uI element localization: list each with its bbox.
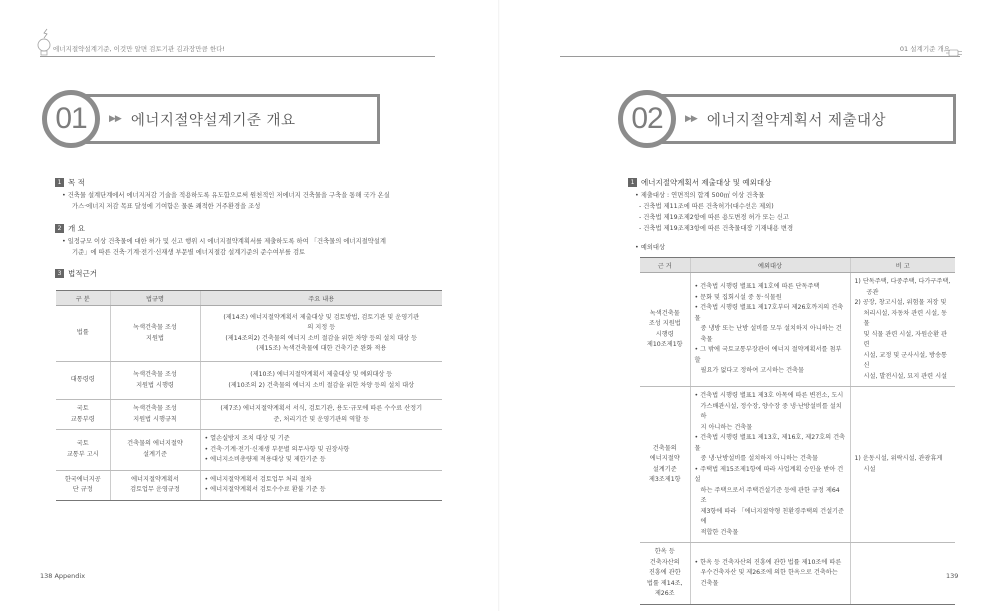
text-line: - 건축법 제19조제3항에 따른 건축물대장 기재내용 변경 <box>639 225 794 232</box>
cell-line: (제10조) 에너지절약계획서 제출대상 및 예외대상 등 <box>250 371 393 378</box>
section-title: 에너지절약계획서 제출대상 및 예외대상 <box>641 178 772 187</box>
table-cell <box>200 362 442 400</box>
text-line: 기준」에 따른 건축·기계·전기·신재생 부문별 에너지절감 설계기준의 준수여부를 검토 <box>72 249 306 256</box>
table-cell <box>200 306 442 362</box>
chapter-title-box <box>662 94 956 144</box>
double-arrow-icon: ▶▶ <box>109 114 121 124</box>
table-header-row <box>56 291 442 306</box>
cell-line: • 그 밖에 국토교통부장관이 에너지 절약계획서를 첨부할 <box>695 345 846 366</box>
table-cell <box>200 470 442 500</box>
cell-line: 처리시설, 자동차 관련 시설, 동물 <box>863 309 948 327</box>
cell-line: 지 아니하는 건축물 <box>700 423 753 431</box>
cell-line: 중 냉방 또는 난방 설비를 모두 설치하지 아니하는 건축물 <box>700 325 842 343</box>
chapter-number-badge <box>42 90 100 148</box>
section-title: 개 요 <box>68 224 85 233</box>
column-header: 법규명 <box>110 291 200 306</box>
chapter-number-badge <box>618 90 676 148</box>
text-line: • 건축물 설계단계에서 에너지저감 기술을 적용하도록 유도함으로써 원천적인 저에너지 건축물을 구축을 통해 국가 온실 <box>62 192 390 199</box>
cell-line: • 건축법 시행령 별표1 제17호부터 제26호까지의 건축물 <box>695 303 846 324</box>
cell-line: 시설, 교정 및 군사시설, 방송통신 <box>863 351 948 369</box>
table-row <box>56 306 442 362</box>
page-number-left: 138 Appendix <box>40 572 86 580</box>
overview-text <box>62 236 462 258</box>
plug-icon <box>946 47 964 59</box>
cell-line: (제7조) 에너지절약계획서 서식, 검토기관, 용도·규모에 따른 수수료 산정기 <box>220 405 423 412</box>
cell-line: (제14조의2) 건축물의 에너지 소비 절감을 위한 차양 등의 설치 대상 등 <box>225 334 418 342</box>
chapter-title: 에너지절약설계기준 개요 <box>130 112 296 129</box>
section-title: 목 적 <box>68 178 85 187</box>
cell-line: 가스배관시설, 정수장, 양수장 중 냉·난방설비를 설치하 <box>700 402 842 420</box>
table-cell <box>690 387 850 543</box>
table-cell <box>850 387 955 543</box>
text-line: • 제출대상 : 연면적의 합계 500㎡ 이상 건축물 <box>635 192 765 199</box>
table-cell <box>690 273 850 387</box>
section-title: 법적근거 <box>68 269 97 278</box>
submission-text <box>635 190 975 253</box>
lightbulb-icon <box>36 28 54 58</box>
cell-line: 하는 주택으로서 주택건설기준 등에 관한 규정 제64조 <box>700 486 840 504</box>
cell-line: 1) 운동시설, 위락시설, 관광휴게 <box>854 455 943 462</box>
cell-line: 공관 <box>866 288 879 296</box>
cell-line: (제15조) 녹색건축물에 대한 건축기준 완화 적용 <box>256 345 387 352</box>
double-arrow-icon: ▶▶ <box>685 114 697 124</box>
table-cell: 녹색건축물 조성 지원법 시행규칙 <box>110 400 200 430</box>
table-header-row <box>640 258 955 273</box>
section-heading-overview <box>55 223 85 234</box>
cell-line: • 건축법 시행령 별표1 제13호, 제16호, 제27호의 건축물 <box>695 433 846 454</box>
cell-line: • 열손실방지 조치 대상 및 기준 <box>204 435 290 442</box>
table-cell <box>200 400 442 430</box>
table-cell: 대통령령 <box>56 362 110 400</box>
chapter-title: 에너지절약계획서 제출대상 <box>706 112 887 129</box>
table-cell: 한국에너지공 단 규정 <box>56 470 110 500</box>
table-cell: 녹색건축물 조성 지원법 시행령 <box>110 362 200 400</box>
cell-line: 의 지정 등 <box>307 324 336 331</box>
table-row <box>56 470 442 500</box>
cell-line: 필요가 없다고 정하여 고시하는 건축물 <box>700 367 805 375</box>
cell-line: 및 식물 관련 시설, 자원순환 관련 <box>863 330 948 348</box>
cell-line: 중 냉·난방설비를 설치하지 아니하는 건축물 <box>700 455 818 462</box>
page-number-right: 139 <box>946 572 959 580</box>
cell-line: 적합한 건축물 <box>700 528 739 536</box>
table-cell: 녹색건축물 조성 지원법 시행령 제10조제1항 <box>640 273 690 387</box>
cell-line: 2) 공장, 창고시설, 위험물 저장 및 <box>854 299 947 306</box>
table-row <box>56 362 442 400</box>
cell-line: 제3항에 따라 「에너지절약형 친환경주택의 건설기준에 <box>700 507 845 525</box>
column-header: 주요 내용 <box>200 291 442 306</box>
cell-line: • 건축법 시행령 별표1 제3호 아목에 따른 변전소, 도시 <box>695 391 846 402</box>
table-cell: 건축물의 에너지절약 설계기준 <box>110 430 200 471</box>
chapter-number: 01 <box>55 102 87 135</box>
column-header: 예외대상 <box>690 258 850 273</box>
cell-line: • 건축법 시행령 별표1 제1호에 따른 단독주택 <box>695 282 846 293</box>
text-line: - 건축법 제19조제2항에 따른 용도변경 허가 또는 신고 <box>639 214 789 221</box>
section-heading-purpose <box>55 177 85 188</box>
legal-basis-table <box>56 290 442 501</box>
purpose-text <box>62 190 462 212</box>
section-heading-submission <box>628 177 771 188</box>
chapter-title-box <box>86 94 380 144</box>
table-cell: 건축물의 에너지절약 설계기준 제3조제1항 <box>640 387 690 543</box>
column-header: 구 분 <box>56 291 110 306</box>
section-heading-legal-basis <box>55 268 97 279</box>
section-number: 1 <box>628 178 637 187</box>
table-cell: 법률 <box>56 306 110 362</box>
cell-line: • 에너지소비총량제 적용대상 및 제한기준 등 <box>204 456 326 463</box>
column-header: 근 거 <box>640 258 690 273</box>
table-cell: 국토 교통부 고시 <box>56 430 110 471</box>
text-line: • 예외대상 <box>635 244 666 251</box>
table-row <box>56 430 442 471</box>
cell-line: (제10조의 2) 건축물의 에너지 소비 절감을 위한 차양 등의 설치 대상 <box>228 381 415 389</box>
table-row <box>640 273 955 387</box>
cell-line: • 주택법 제15조제1항에 따라 사업계획 승인을 받아 건설 <box>695 465 846 486</box>
cell-line: • 건축·기계·전기·신재생 부문별 의무사항 및 권장사항 <box>204 445 350 453</box>
chapter-heading <box>42 90 380 148</box>
cell-line: • 문화 및 집회시설 중 동·식물원 <box>695 293 846 304</box>
cell-line: 준, 처리기간 및 운영기관의 역할 등 <box>273 415 369 423</box>
header-rule <box>560 56 960 57</box>
text-line: 가스·에너지 저감 목표 달성에 기여함은 물론 쾌적한 거주환경을 조성 <box>72 203 261 210</box>
cell-line: • 에너지절약계획서 검토수수료 환불 기준 등 <box>204 486 326 493</box>
table-cell: 국토 교통부령 <box>56 400 110 430</box>
exemption-table <box>640 257 955 605</box>
table-cell: 한옥 등 건축자산의 진흥에 관한 법률 제14조, 제26조 <box>640 543 690 605</box>
table-cell <box>850 273 955 387</box>
table-row <box>640 387 955 543</box>
table-cell <box>850 543 955 605</box>
running-header: 에너지절약설계기준, 이것만 알면 검토기관 김과장만큼 한다! <box>53 45 225 53</box>
header-rule <box>40 56 435 57</box>
table-cell <box>690 543 850 605</box>
table-cell: 에너지절약계획서 검토업무 운영규정 <box>110 470 200 500</box>
cell-line: • 한옥 등 건축자산의 진흥에 관한 법률 제10조에 따른 <box>695 558 846 569</box>
section-number: 2 <box>55 224 64 233</box>
section-number: 1 <box>55 178 64 187</box>
table-cell: 녹색건축물 조성 지원법 <box>110 306 200 362</box>
cell-line: 시설, 발전시설, 묘지 관련 시설 <box>863 372 948 380</box>
text-line: - 건축법 제11조에 따른 건축허가(대수선은 제외) <box>639 203 774 210</box>
section-number: 3 <box>55 269 64 278</box>
table-cell <box>200 430 442 471</box>
running-header: 01 설계기준 개요 <box>899 45 950 53</box>
cell-line: 건축물 <box>700 579 719 587</box>
cell-line: 1) 단독주택, 다중주택, 다가구주택, <box>854 278 951 285</box>
chapter-number: 02 <box>631 102 663 135</box>
cell-line: • 에너지절약계획서 검토업무 처리 절차 <box>204 475 312 483</box>
cell-line: 시설 <box>863 465 876 473</box>
table-row <box>640 543 955 605</box>
cell-line: (제14조) 에너지절약계획서 제출대상 및 검토방법, 검토기관 및 운영기관 <box>223 313 420 321</box>
cell-line: 우수건축자산 및 제26조에 의한 한옥으로 건축하는 <box>700 569 838 576</box>
text-line: • 일정규모 이상 건축물에 대한 허가 및 신고 행위 시 에너지절약계획서를 제출하도록 하여 「건축물의 에너지절약설계 <box>62 238 386 245</box>
chapter-heading <box>618 90 956 148</box>
table-row <box>56 400 442 430</box>
column-header: 비 고 <box>850 258 955 273</box>
